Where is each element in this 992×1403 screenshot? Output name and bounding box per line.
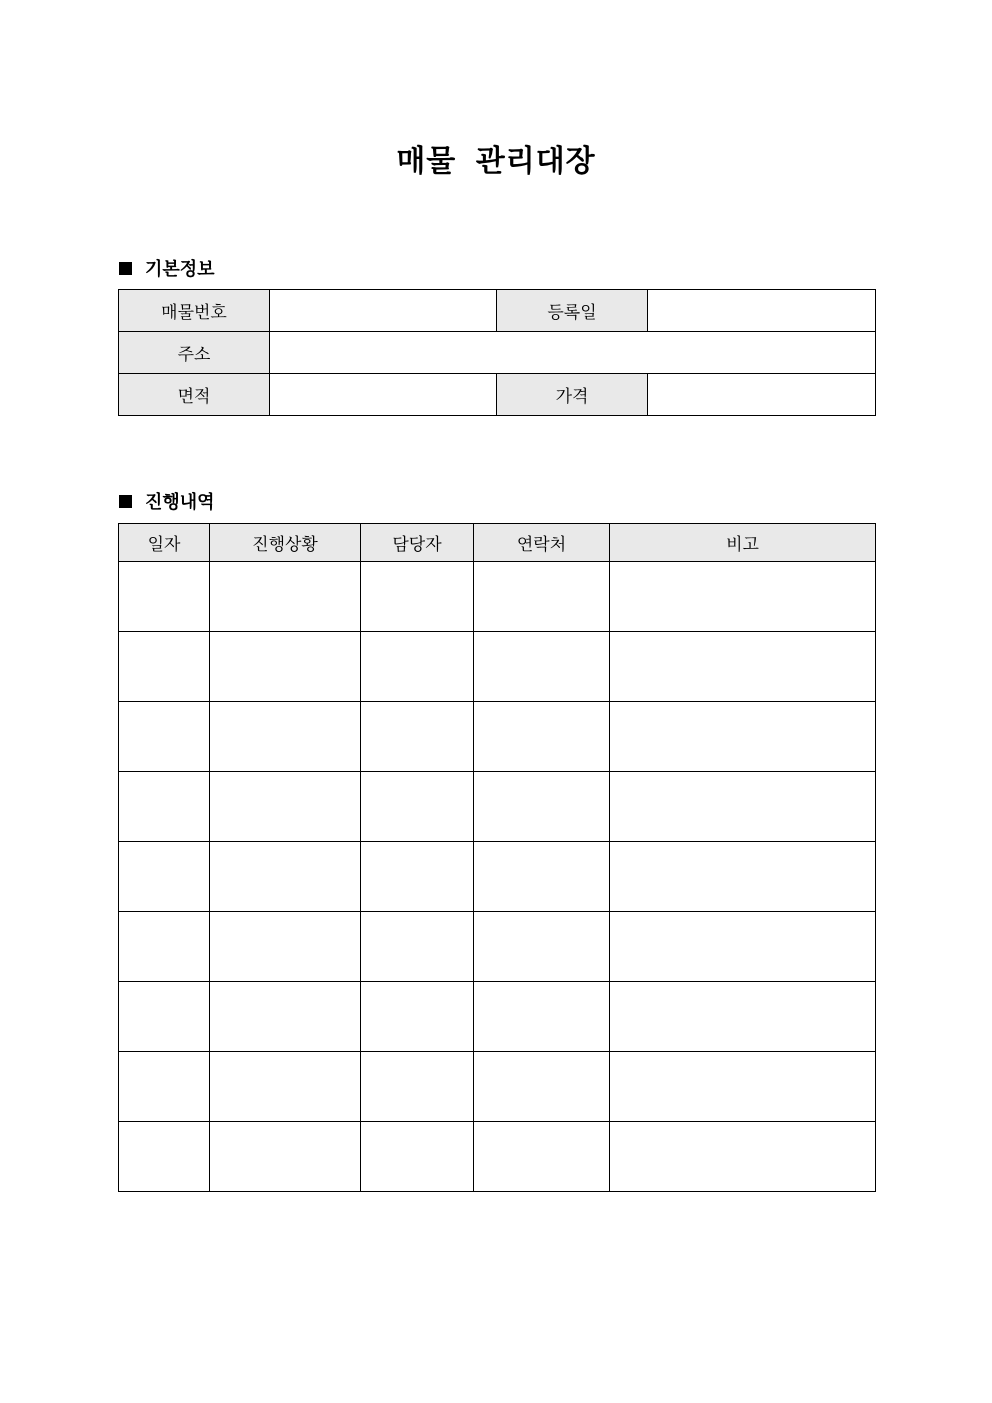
property-number-label: 매물번호 bbox=[119, 290, 270, 332]
manager-cell[interactable] bbox=[361, 842, 474, 912]
progress-cell[interactable] bbox=[210, 702, 361, 772]
square-bullet-icon bbox=[119, 262, 132, 275]
table-row bbox=[119, 1122, 876, 1192]
area-label: 면적 bbox=[119, 374, 270, 416]
manager-cell[interactable] bbox=[361, 1052, 474, 1122]
column-header-progress: 진행상황 bbox=[210, 524, 361, 562]
progress-cell[interactable] bbox=[210, 632, 361, 702]
basic-info-table bbox=[118, 289, 876, 416]
basic-info-heading-label: 기본정보 bbox=[145, 259, 215, 280]
table-row bbox=[119, 1052, 876, 1122]
remarks-cell[interactable] bbox=[610, 562, 876, 632]
remarks-cell[interactable] bbox=[610, 772, 876, 842]
square-bullet-icon bbox=[119, 495, 132, 508]
contact-cell[interactable] bbox=[474, 912, 610, 982]
date-cell[interactable] bbox=[119, 632, 210, 702]
contact-cell[interactable] bbox=[474, 562, 610, 632]
progress-cell[interactable] bbox=[210, 982, 361, 1052]
manager-cell[interactable] bbox=[361, 632, 474, 702]
progress-cell[interactable] bbox=[210, 1052, 361, 1122]
price-label: 가격 bbox=[497, 374, 648, 416]
date-cell[interactable] bbox=[119, 1052, 210, 1122]
progress-cell[interactable] bbox=[210, 1122, 361, 1192]
progress-cell[interactable] bbox=[210, 562, 361, 632]
manager-cell[interactable] bbox=[361, 772, 474, 842]
remarks-cell[interactable] bbox=[610, 982, 876, 1052]
date-cell[interactable] bbox=[119, 842, 210, 912]
basic-info-row bbox=[119, 332, 876, 374]
address-field[interactable] bbox=[270, 332, 876, 374]
price-field[interactable] bbox=[648, 374, 876, 416]
property-number-field[interactable] bbox=[270, 290, 497, 332]
remarks-cell[interactable] bbox=[610, 1052, 876, 1122]
table-row bbox=[119, 562, 876, 632]
registration-date-label: 등록일 bbox=[497, 290, 648, 332]
contact-cell[interactable] bbox=[474, 632, 610, 702]
contact-cell[interactable] bbox=[474, 842, 610, 912]
remarks-cell[interactable] bbox=[610, 702, 876, 772]
contact-cell[interactable] bbox=[474, 702, 610, 772]
remarks-cell[interactable] bbox=[610, 632, 876, 702]
remarks-cell[interactable] bbox=[610, 912, 876, 982]
registration-date-field[interactable] bbox=[648, 290, 876, 332]
progress-cell[interactable] bbox=[210, 842, 361, 912]
remarks-cell[interactable] bbox=[610, 842, 876, 912]
table-row bbox=[119, 702, 876, 772]
table-row bbox=[119, 982, 876, 1052]
manager-cell[interactable] bbox=[361, 982, 474, 1052]
table-row bbox=[119, 842, 876, 912]
date-cell[interactable] bbox=[119, 562, 210, 632]
date-cell[interactable] bbox=[119, 1122, 210, 1192]
basic-info-row bbox=[119, 290, 876, 332]
history-header-row bbox=[119, 524, 876, 562]
history-heading-label: 진행내역 bbox=[145, 492, 215, 513]
date-cell[interactable] bbox=[119, 982, 210, 1052]
history-heading bbox=[119, 488, 215, 514]
table-row bbox=[119, 772, 876, 842]
basic-info-row bbox=[119, 374, 876, 416]
basic-info-heading bbox=[119, 255, 215, 281]
date-cell[interactable] bbox=[119, 702, 210, 772]
table-row bbox=[119, 912, 876, 982]
manager-cell[interactable] bbox=[361, 562, 474, 632]
table-row bbox=[119, 632, 876, 702]
document-title: 매물 관리대장 bbox=[396, 144, 596, 179]
address-label: 주소 bbox=[119, 332, 270, 374]
contact-cell[interactable] bbox=[474, 982, 610, 1052]
history-table bbox=[118, 523, 876, 1192]
column-header-manager: 담당자 bbox=[361, 524, 474, 562]
progress-cell[interactable] bbox=[210, 772, 361, 842]
manager-cell[interactable] bbox=[361, 1122, 474, 1192]
contact-cell[interactable] bbox=[474, 1122, 610, 1192]
column-header-remarks: 비고 bbox=[610, 524, 876, 562]
contact-cell[interactable] bbox=[474, 772, 610, 842]
date-cell[interactable] bbox=[119, 772, 210, 842]
column-header-date: 일자 bbox=[119, 524, 210, 562]
progress-cell[interactable] bbox=[210, 912, 361, 982]
area-field[interactable] bbox=[270, 374, 497, 416]
remarks-cell[interactable] bbox=[610, 1122, 876, 1192]
manager-cell[interactable] bbox=[361, 702, 474, 772]
manager-cell[interactable] bbox=[361, 912, 474, 982]
date-cell[interactable] bbox=[119, 912, 210, 982]
column-header-contact: 연락처 bbox=[474, 524, 610, 562]
contact-cell[interactable] bbox=[474, 1052, 610, 1122]
